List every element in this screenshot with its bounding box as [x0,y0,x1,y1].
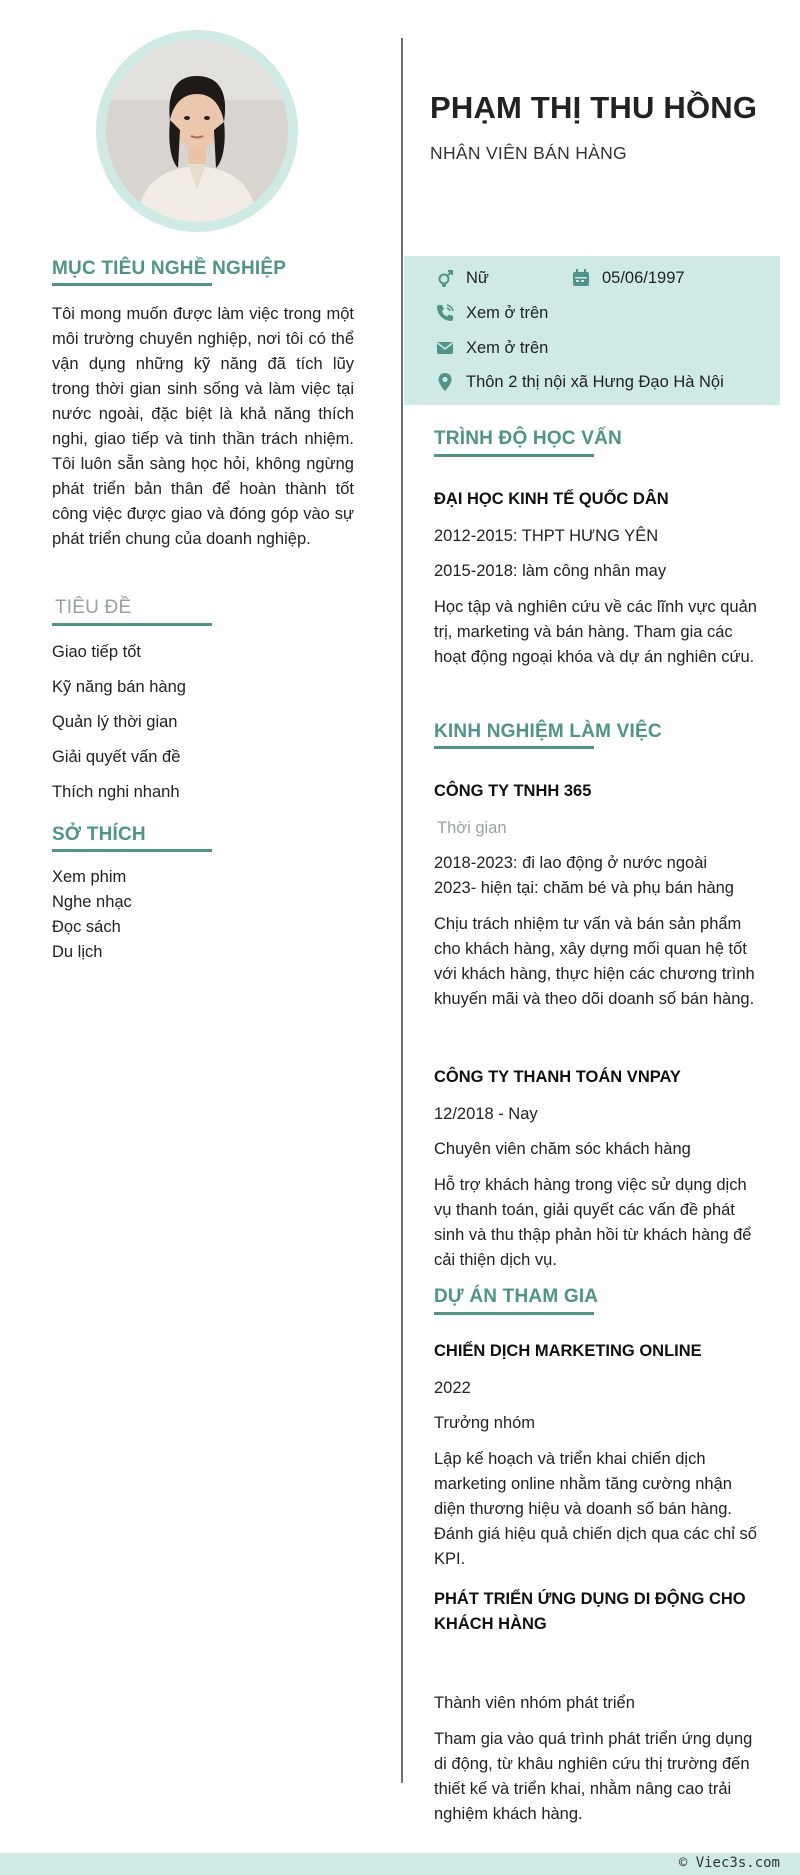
job-1-detail-1: 2018-2023: đi lao động ở nước ngoài [434,854,708,872]
education-school: ĐẠI HỌC KINH TẾ QUỐC DÂN [434,490,669,508]
contact-email [434,337,548,359]
hobby-item: Xem phim [52,868,127,886]
phone-value: Xem ở trên [466,303,549,322]
email-icon [434,337,456,359]
gender-icon [434,267,456,289]
contact-phone [434,302,548,324]
skills-list [52,643,354,818]
full-name: PHẠM THỊ THU HỒNG [430,90,758,125]
job-1-company: CÔNG TY TNHH 365 [434,782,592,800]
job-2-company: CÔNG TY THANH TOÁN VNPAY [434,1068,681,1086]
projects-title: DỰ ÁN THAM GIA [434,1286,599,1307]
experience-title: KINH NGHIỆM LÀM VIỆC [434,721,662,742]
job-2-description: Hỗ trợ khách hàng trong việc sử dụng dịch vụ thanh toán, giải quyết các vấn đề phát sinh và thu thập phản hồi từ khách hàng để cải thiện dịch vụ. [434,1176,752,1269]
job-title: NHÂN VIÊN BÁN HÀNG [430,143,627,163]
contact-birthday [570,267,685,289]
education-line-2: 2015-2018: làm công nhân may [434,562,667,580]
project-2-role: Thành viên nhóm phát triển [434,1694,635,1712]
hobby-item: Du lịch [52,943,103,961]
project-1-time: 2022 [434,1379,471,1397]
objective-title: MỤC TIÊU NGHỀ NGHIỆP [52,258,287,279]
hobby-item: Nghe nhạc [52,893,132,911]
location-pin-icon [434,371,456,393]
hobbies-list [52,868,354,968]
skill-item: Giải quyết vấn đề [52,748,181,766]
avatar-ring [96,30,298,232]
column-divider [401,38,403,1783]
avatar [106,40,288,222]
hobby-item: Đọc sách [52,918,121,936]
skill-item: Kỹ năng bán hàng [52,678,186,696]
education-underline [434,454,594,457]
education-title: TRÌNH ĐỘ HỌC VẤN [434,428,622,449]
project-2-name: PHÁT TRIỂN ỨNG DỤNG DI ĐỘNG CHO KHÁCH HÀNG [434,1590,746,1633]
address-value: Thôn 2 thị nội xã Hưng Đạo Hà Nội [466,372,724,391]
projects-underline [434,1312,594,1315]
education-line-1: 2012-2015: THPT HƯNG YÊN [434,527,659,545]
job-2-time: 12/2018 - Nay [434,1105,538,1123]
project-2-description: Tham gia vào quá trình phát triển ứng dụng di động, từ khâu nghiên cứu thị trường đến thiết kế và triển khai, nhằm nâng cao trải nghiệm khách hàng. [434,1730,753,1823]
skill-item: Quản lý thời gian [52,713,178,731]
job-1-detail-2: 2023- hiện tại: chăm bé và phụ bán hàng [434,879,734,897]
job-1-description: Chịu trách nhiệm tư vấn và bán sản phẩm cho khách hàng, xây dựng mối quan hệ tốt với khách hàng, thực hiện các chương trình khuyến mãi và theo dõi doanh số bán hàng. [434,915,755,1008]
skill-item: Thích nghi nhanh [52,783,180,801]
calendar-icon [570,267,592,289]
gender-value: Nữ [466,268,489,287]
experience-underline [434,746,594,749]
objective-text: Tôi mong muốn được làm việc trong một môi trường chuyên nghiệp, nơi tôi có thể vận dụng những kỹ năng đã tích lũy trong thời gian sinh sống và làm việc tại nước ngoài, đặc biệt là khả năng thích nghi, giao tiếp và tinh thần trách nhiệm. Tôi luôn sẵn sàng học hỏi, không ngừng phát triển bản thân để hoàn thành tốt công việc được giao và đóng góp vào sự phát triển chung của doanh nghiệp. [52,305,354,548]
education-description: Học tập và nghiên cứu về các lĩnh vực quản trị, marketing và bán hàng. Tham gia các hoạt động ngoại khóa và dự án nghiên cứu. [434,598,757,666]
skills-title: TIÊU ĐỀ [55,597,132,618]
project-1-description: Lập kế hoạch và triển khai chiến dịch marketing online nhằm tăng cường nhận diện thương hiệu và doanh số bán hàng. Đánh giá hiệu quả chiến dịch qua các chỉ số KPI. [434,1450,757,1568]
hobbies-title: SỞ THÍCH [52,824,146,845]
project-1-role: Trưởng nhóm [434,1414,536,1432]
job-2-position: Chuyên viên chăm sóc khách hàng [434,1140,691,1158]
avatar-photo [106,40,288,222]
footer-band [0,1853,800,1875]
contact-gender [434,267,489,289]
watermark: © Viec3s.com [678,1855,780,1871]
job-1-time: Thời gian [437,819,507,837]
objective-underline [52,283,212,286]
phone-icon [434,302,456,324]
email-value: Xem ở trên [466,338,549,357]
skills-underline [52,623,212,626]
birthday-value: 05/06/1997 [602,268,685,287]
hobbies-underline [52,849,212,852]
skill-item: Giao tiếp tốt [52,643,141,661]
project-1-name: CHIẾN DỊCH MARKETING ONLINE [434,1342,702,1360]
contact-address [434,371,724,393]
